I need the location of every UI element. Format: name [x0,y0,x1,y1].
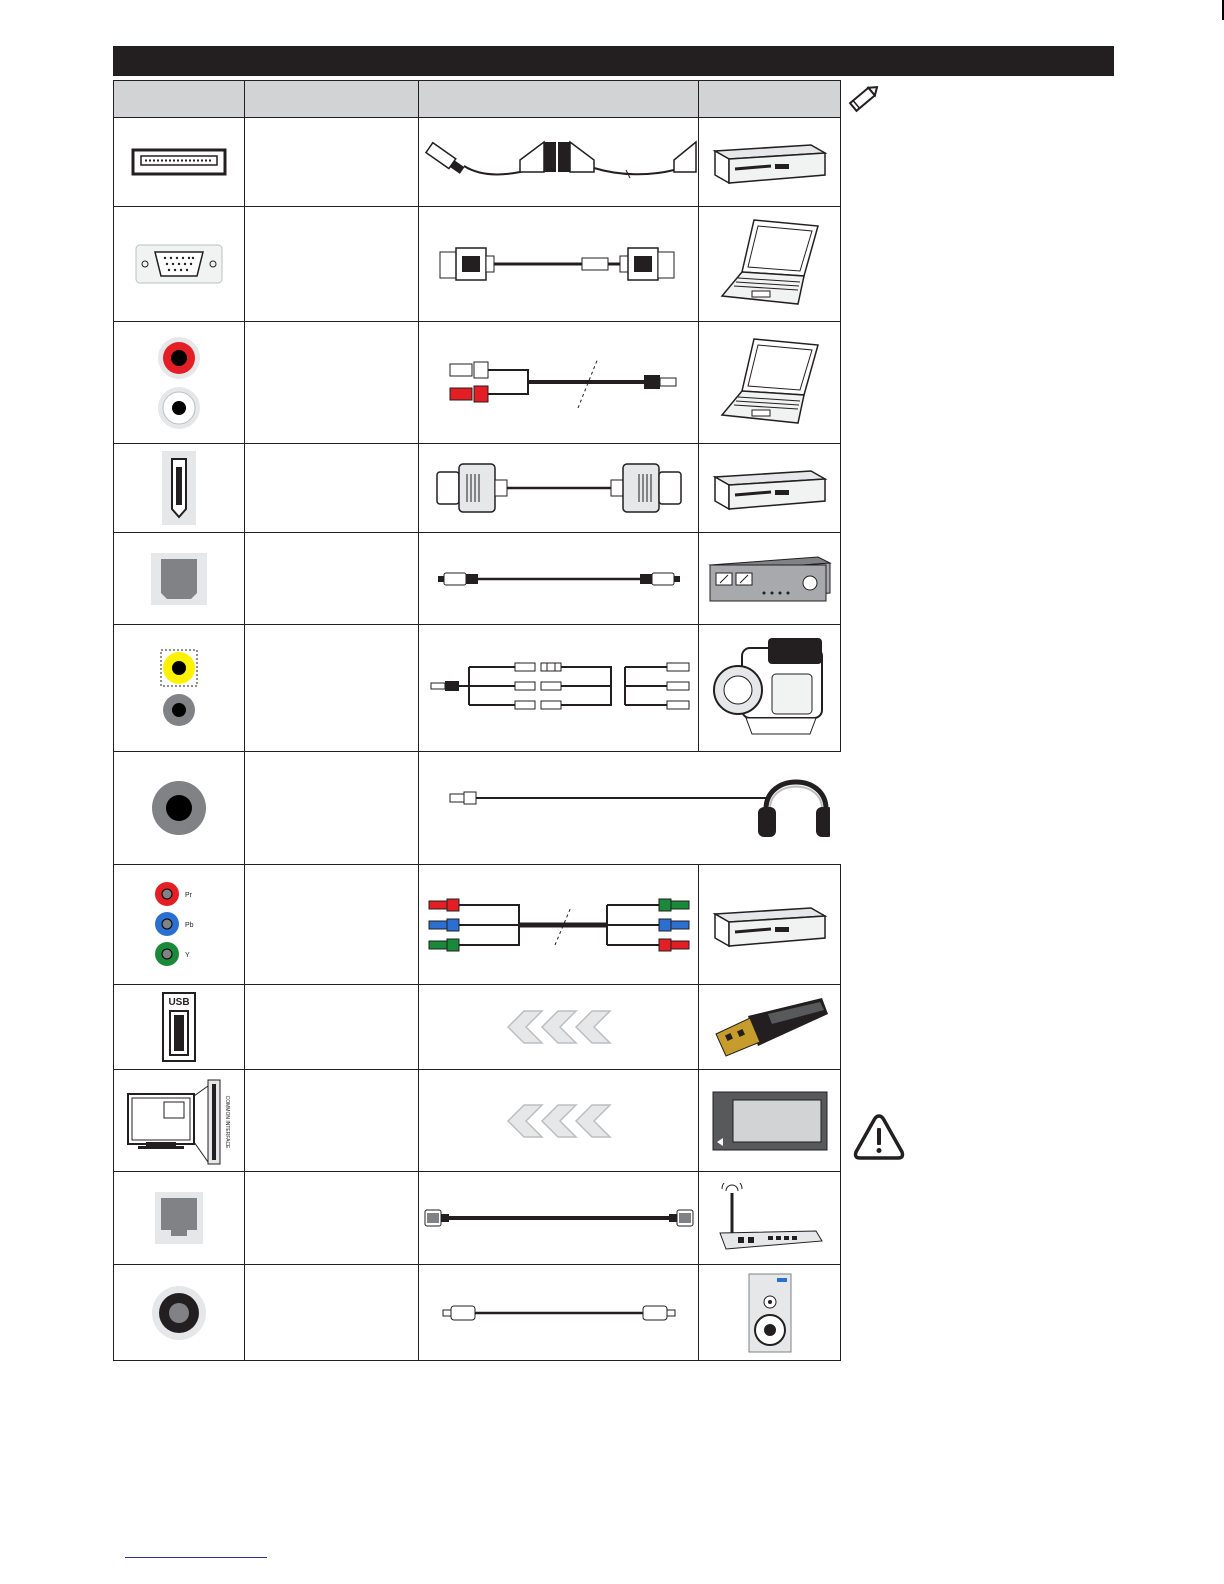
table-row [114,1172,841,1265]
dvd-recorder-icon-2 [699,444,841,533]
table-row [114,1070,841,1172]
optical-type-cell [245,533,419,625]
vga-type-cell [245,207,419,322]
ci-type-cell [245,1070,419,1172]
av-splitter-cable-icon [419,625,699,752]
coax-audio-port-icon [114,1265,245,1361]
ethernet-cable-icon [419,1172,699,1265]
optical-port-icon [114,533,245,625]
scart-port-icon [114,118,245,207]
scart-type-cell [245,118,419,207]
hdmi-port-icon [114,444,245,533]
pb-label: Pb [185,921,194,929]
note-pencil-icon [846,82,882,114]
table-row [114,207,841,322]
section-title-bar [113,46,1114,76]
av-composite-port-icon [114,625,245,752]
table-row [114,625,841,752]
rca-to-minijack-cable-icon [419,322,699,444]
table-row [114,1265,841,1361]
table-row [114,118,841,207]
ci-label: COMMON INTERFACE [224,1095,230,1148]
audio-amplifier-icon [699,533,841,625]
hdmi-type-cell [245,444,419,533]
column-header-cables [419,81,699,118]
av-type-cell [245,625,419,752]
table-row [114,752,841,865]
optical-cable-icon [419,533,699,625]
headphone-port-icon [114,752,245,865]
audio-rca-port-icon [114,322,245,444]
footer-underline [125,1557,267,1558]
insert-arrows-icon [419,985,699,1070]
column-header-connector [114,81,245,118]
table-row [114,865,841,985]
warning-icon [852,1112,906,1162]
pr-label: Pr [185,891,192,899]
insert-arrows-icon-2 [419,1070,699,1172]
component-port-icon [114,865,245,985]
laptop-icon [699,207,841,322]
laptop-icon-2 [699,322,841,444]
camcorder-icon [699,625,841,752]
usb-stick-icon [699,985,841,1070]
coax-rca-cable-icon [419,1265,699,1361]
audio-type-cell [245,322,419,444]
column-header-type [245,81,419,118]
usb-port-icon [114,985,245,1070]
component-cable-icon [419,865,699,985]
hdmi-cable-icon [419,444,699,533]
dvd-recorder-icon [699,118,841,207]
headphone-type-cell [245,752,419,865]
y-label: Y [185,951,190,959]
table-header-row [114,81,841,118]
table-row [114,985,841,1070]
usb-type-cell [245,985,419,1070]
connections-table [113,80,841,1361]
vga-port-icon [114,207,245,322]
table-row [114,533,841,625]
ethernet-port-icon [114,1172,245,1265]
wifi-router-icon [699,1172,841,1265]
dvd-recorder-icon-3 [699,865,841,985]
column-header-device [699,81,841,118]
table-row [114,444,841,533]
component-type-cell [245,865,419,985]
headphone-cable-cell [419,752,841,865]
ethernet-type-cell [245,1172,419,1265]
subwoofer-icon [699,1265,841,1361]
ci-slot-icon [114,1070,245,1172]
usb-label: USB [168,997,190,1008]
hdmi-scart-cable-icon [419,118,699,207]
coax-type-cell [245,1265,419,1361]
table-row [114,322,841,444]
cam-module-icon [699,1070,841,1172]
vga-cable-icon [419,207,699,322]
